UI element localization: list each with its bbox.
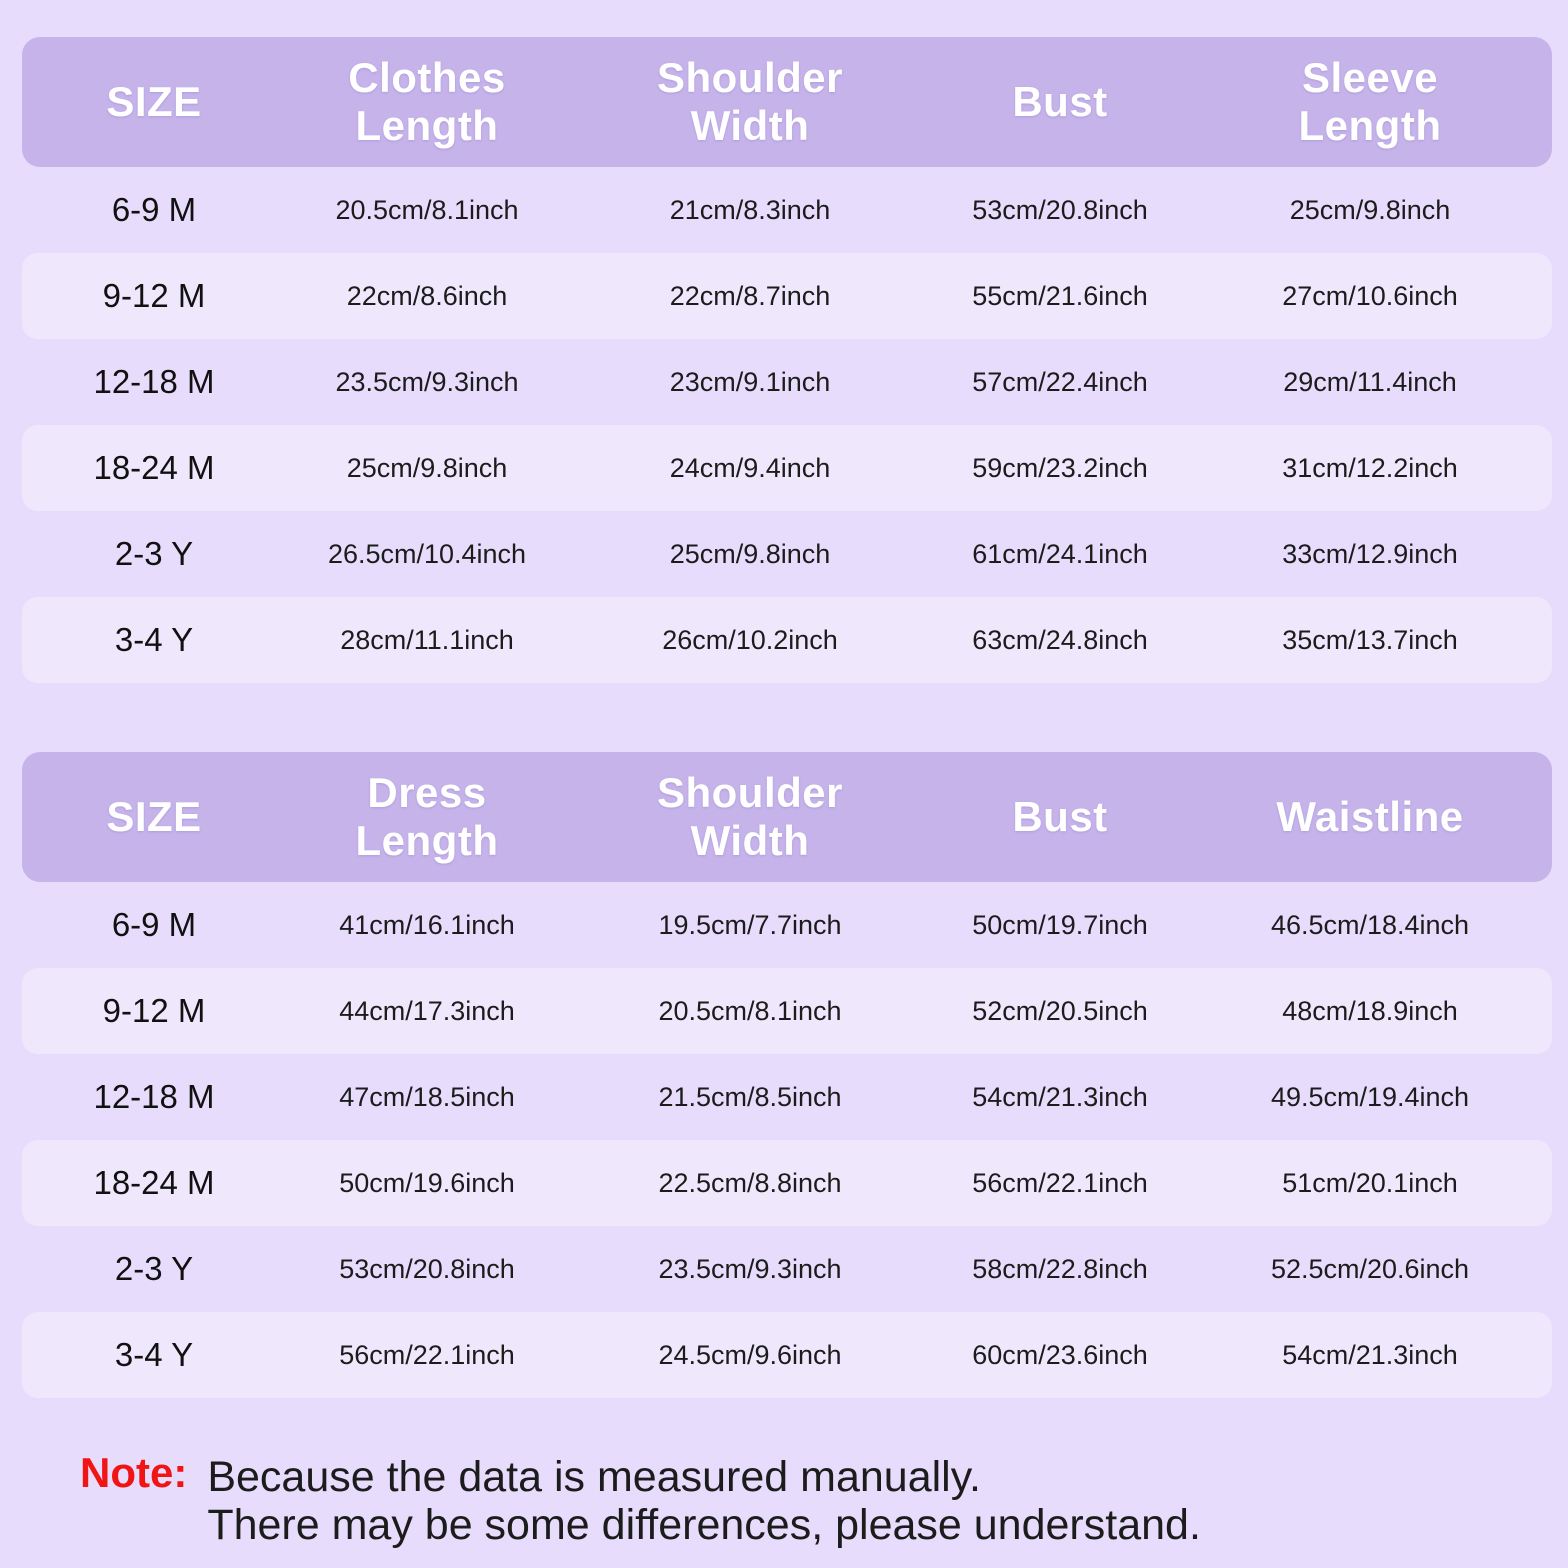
table-cell: 23.5cm/9.3inch (658, 1253, 842, 1284)
table-row (22, 597, 1552, 683)
table-cell: 22.5cm/8.8inch (658, 1167, 842, 1198)
dress-size-table (22, 752, 1552, 1398)
header-size: SIZE (106, 78, 202, 125)
header-shoulder-width: Shoulder Width (656, 769, 843, 864)
table-cell: 27cm/10.6inch (1282, 280, 1458, 311)
table-row (22, 1312, 1552, 1398)
table-cell: 23.5cm/9.3inch (335, 366, 519, 397)
table-cell: 51cm/20.1inch (1282, 1167, 1458, 1198)
table-cell: 29cm/11.4inch (1283, 366, 1457, 397)
table-cell: 21cm/8.3inch (669, 194, 831, 225)
table-cell: 48cm/18.9inch (1282, 995, 1458, 1026)
table-cell: 23cm/9.1inch (669, 366, 831, 397)
table-row (22, 1226, 1552, 1312)
header-sleeve-length: Sleeve Length (1298, 54, 1442, 149)
table-row (22, 253, 1552, 339)
size-cell: 9-12 M (102, 992, 206, 1029)
header-clothes-length: Clothes Length (348, 54, 506, 149)
table-cell: 56cm/22.1inch (972, 1167, 1148, 1198)
table-header (22, 37, 1552, 167)
table-cell: 33cm/12.9inch (1282, 538, 1458, 569)
table-cell: 49.5cm/19.4inch (1270, 1081, 1470, 1112)
header-waistline: Waistline (1276, 793, 1464, 840)
table-cell: 59cm/23.2inch (972, 452, 1148, 483)
table-row (22, 511, 1552, 597)
table-cell: 53cm/20.8inch (339, 1253, 515, 1284)
size-cell: 9-12 M (102, 277, 206, 314)
size-cell: 12-18 M (93, 1078, 215, 1115)
table-cell: 26cm/10.2inch (662, 624, 838, 655)
size-cell: 18-24 M (93, 449, 215, 486)
table-cell: 63cm/24.8inch (972, 624, 1148, 655)
table-cell: 24.5cm/9.6inch (658, 1339, 842, 1370)
table-cell: 46.5cm/18.4inch (1270, 909, 1470, 940)
table-cell: 52.5cm/20.6inch (1270, 1253, 1470, 1284)
table-row (22, 1054, 1552, 1140)
table-cell: 22cm/8.6inch (346, 280, 508, 311)
table-cell: 44cm/17.3inch (339, 995, 515, 1026)
table-header (22, 752, 1552, 882)
table-cell: 26.5cm/10.4inch (327, 538, 527, 569)
table-cell: 20.5cm/8.1inch (335, 194, 519, 225)
table-cell: 61cm/24.1inch (972, 538, 1148, 569)
size-cell: 3-4 Y (114, 621, 194, 658)
table-cell: 53cm/20.8inch (972, 194, 1148, 225)
header-size: SIZE (106, 793, 202, 840)
size-cell: 12-18 M (93, 363, 215, 400)
table-cell: 50cm/19.6inch (339, 1167, 515, 1198)
header-bust: Bust (1012, 793, 1108, 840)
table-cell: 21.5cm/8.5inch (658, 1081, 842, 1112)
table-cell: 58cm/22.8inch (972, 1253, 1148, 1284)
table-cell: 25cm/9.8inch (1289, 194, 1451, 225)
size-cell: 18-24 M (93, 1164, 215, 1201)
table-cell: 54cm/21.3inch (1282, 1339, 1458, 1370)
table-row (22, 339, 1552, 425)
table-cell: 20.5cm/8.1inch (658, 995, 842, 1026)
table-row (22, 968, 1552, 1054)
size-cell: 3-4 Y (114, 1336, 194, 1373)
table-row (22, 425, 1552, 511)
measurement-note (80, 1448, 1201, 1549)
note-line-1: Because the data is measured manually. (207, 1453, 981, 1501)
table-cell: 56cm/22.1inch (339, 1339, 515, 1370)
size-cell: 6-9 M (111, 906, 197, 943)
table-cell: 50cm/19.7inch (972, 909, 1148, 940)
tops-size-table (22, 37, 1552, 683)
table-cell: 35cm/13.7inch (1282, 624, 1458, 655)
table-cell: 60cm/23.6inch (972, 1339, 1148, 1370)
table-row (22, 882, 1552, 968)
table-cell: 28cm/11.1inch (340, 624, 514, 655)
table-cell: 19.5cm/7.7inch (658, 909, 842, 940)
note-label: Note: (80, 1449, 188, 1496)
table-cell: 54cm/21.3inch (972, 1081, 1148, 1112)
size-cell: 2-3 Y (114, 535, 194, 572)
table-cell: 25cm/9.8inch (669, 538, 831, 569)
table-cell: 31cm/12.2inch (1282, 452, 1458, 483)
table-cell: 47cm/18.5inch (339, 1081, 515, 1112)
note-line-2: There may be some differences, please understand. (207, 1501, 1201, 1549)
table-cell: 52cm/20.5inch (972, 995, 1148, 1026)
note-text (207, 1448, 1201, 1549)
size-cell: 2-3 Y (114, 1250, 194, 1287)
header-bust: Bust (1012, 78, 1108, 125)
table-row (22, 167, 1552, 253)
table-cell: 41cm/16.1inch (339, 909, 515, 940)
table-cell: 55cm/21.6inch (972, 280, 1148, 311)
size-cell: 6-9 M (111, 191, 197, 228)
table-cell: 25cm/9.8inch (346, 452, 508, 483)
table-cell: 22cm/8.7inch (669, 280, 831, 311)
header-dress-length: Dress Length (355, 769, 499, 864)
table-cell: 24cm/9.4inch (669, 452, 831, 483)
header-shoulder-width: Shoulder Width (656, 54, 843, 149)
table-row (22, 1140, 1552, 1226)
table-cell: 57cm/22.4inch (972, 366, 1148, 397)
